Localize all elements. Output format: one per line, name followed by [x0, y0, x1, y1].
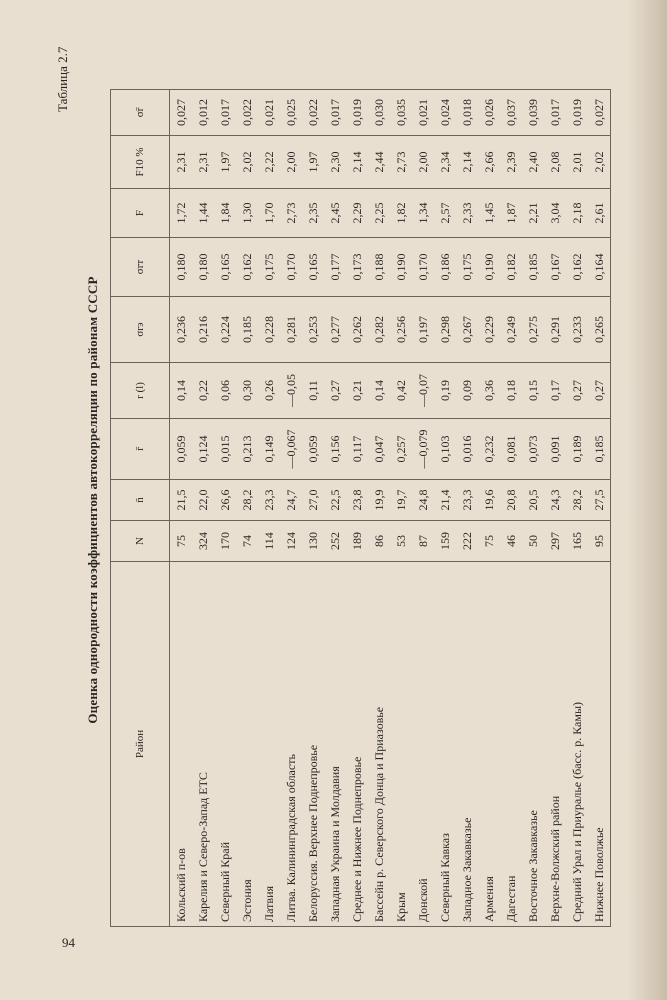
value-cell: 75	[170, 521, 193, 562]
value-cell: 0,081	[500, 419, 522, 480]
value-cell: 1,84	[214, 189, 236, 238]
region-cell: Среднее и Нижнее Поднепровье	[346, 562, 368, 927]
value-cell: 189	[346, 521, 368, 562]
table-row	[280, 90, 302, 927]
value-cell: 0,124	[192, 419, 214, 480]
value-cell: 0,103	[434, 419, 456, 480]
value-cell: 0,017	[324, 90, 346, 136]
value-cell: 0,037	[500, 90, 522, 136]
value-cell: 0,027	[170, 90, 193, 136]
value-cell: 0,11	[302, 363, 324, 419]
table-body	[170, 90, 611, 927]
value-cell: 87	[412, 521, 434, 562]
table-row	[434, 90, 456, 927]
value-cell: 2,00	[280, 136, 302, 189]
region-cell: Крым	[390, 562, 412, 927]
value-cell: 95	[588, 521, 611, 562]
value-cell: 222	[456, 521, 478, 562]
value-cell: 0,265	[588, 297, 611, 363]
region-cell: Верхне-Волжский район	[544, 562, 566, 927]
value-cell: 0,027	[588, 90, 611, 136]
value-cell: 165	[566, 521, 588, 562]
value-cell: 74	[236, 521, 258, 562]
value-cell: 297	[544, 521, 566, 562]
value-cell: 0,17	[544, 363, 566, 419]
value-cell: 22,5	[324, 480, 346, 521]
value-cell: 0,27	[588, 363, 611, 419]
column-header: F10 %	[111, 136, 170, 189]
value-cell: 0,019	[566, 90, 588, 136]
value-cell: 2,25	[368, 189, 390, 238]
value-cell: 0,257	[390, 419, 412, 480]
column-header: F	[111, 189, 170, 238]
value-cell: 1,70	[258, 189, 280, 238]
region-cell: Кольский п-ов	[170, 562, 193, 927]
value-cell: 0,167	[544, 238, 566, 297]
table-row	[456, 90, 478, 927]
value-cell: 0,170	[412, 238, 434, 297]
column-header: σrэ	[111, 297, 170, 363]
value-cell: 0,022	[236, 90, 258, 136]
table-row	[368, 90, 390, 927]
value-cell: 1,87	[500, 189, 522, 238]
value-cell: 0,091	[544, 419, 566, 480]
value-cell: 0,09	[456, 363, 478, 419]
value-cell: 1,34	[412, 189, 434, 238]
value-cell: 0,197	[412, 297, 434, 363]
table-header-row	[111, 90, 170, 927]
value-cell: 0,256	[390, 297, 412, 363]
value-cell: 0,016	[456, 419, 478, 480]
value-cell: 0,228	[258, 297, 280, 363]
value-cell: 3,04	[544, 189, 566, 238]
column-header: N	[111, 521, 170, 562]
value-cell: 0,267	[456, 297, 478, 363]
value-cell: 20,8	[500, 480, 522, 521]
value-cell: 2,29	[346, 189, 368, 238]
value-cell: 0,36	[478, 363, 500, 419]
value-cell: 2,02	[588, 136, 611, 189]
value-cell: 0,015	[214, 419, 236, 480]
region-cell: Литва. Калининградская область	[280, 562, 302, 927]
value-cell: 2,57	[434, 189, 456, 238]
value-cell: 0,021	[258, 90, 280, 136]
value-cell: 0,275	[522, 297, 544, 363]
page-number: 94	[62, 935, 75, 950]
table-row	[588, 90, 611, 927]
table-row	[192, 90, 214, 927]
region-cell: Северный Край	[214, 562, 236, 927]
value-cell: 0,190	[390, 238, 412, 297]
region-cell: Белоруссия. Верхнее Поднепровье	[302, 562, 324, 927]
value-cell: 23,8	[346, 480, 368, 521]
column-header: σr̄	[111, 90, 170, 136]
value-cell: 75	[478, 521, 500, 562]
value-cell: 0,224	[214, 297, 236, 363]
table-row	[346, 90, 368, 927]
value-cell: 0,047	[368, 419, 390, 480]
value-cell: 0,15	[522, 363, 544, 419]
value-cell: 0,024	[434, 90, 456, 136]
value-cell: 1,72	[170, 189, 193, 238]
value-cell: 0,233	[566, 297, 588, 363]
table-row	[236, 90, 258, 927]
value-cell: 0,291	[544, 297, 566, 363]
value-cell: 2,08	[544, 136, 566, 189]
table-title: Оценка однородности коэффициентов автокорреляции по районам СССР	[85, 276, 100, 724]
value-cell: 2,18	[566, 189, 588, 238]
value-cell: 0,030	[368, 90, 390, 136]
column-header: σrт	[111, 238, 170, 297]
value-cell: —0,05	[280, 363, 302, 419]
value-cell: 21,4	[434, 480, 456, 521]
value-cell: 0,019	[346, 90, 368, 136]
region-cell: Средний Урал и Приуралье (басс. р. Камы)	[566, 562, 588, 927]
value-cell: 0,262	[346, 297, 368, 363]
value-cell: —0,07	[412, 363, 434, 419]
value-cell: 252	[324, 521, 346, 562]
region-cell: Донской	[412, 562, 434, 927]
region-cell: Северный Кавказ	[434, 562, 456, 927]
table-row	[566, 90, 588, 927]
value-cell: 0,026	[478, 90, 500, 136]
region-cell: Армения	[478, 562, 500, 927]
value-cell: 0,170	[280, 238, 302, 297]
value-cell: 2,02	[236, 136, 258, 189]
column-header: r (l)	[111, 363, 170, 419]
value-cell: 2,31	[170, 136, 193, 189]
value-cell: 2,31	[192, 136, 214, 189]
value-cell: 0,213	[236, 419, 258, 480]
value-cell: 0,164	[588, 238, 611, 297]
value-cell: 24,3	[544, 480, 566, 521]
value-cell: 0,185	[588, 419, 611, 480]
value-cell: 27,0	[302, 480, 324, 521]
value-cell: 2,30	[324, 136, 346, 189]
region-cell: Западное Закавказье	[456, 562, 478, 927]
value-cell: 0,035	[390, 90, 412, 136]
value-cell: 0,156	[324, 419, 346, 480]
value-cell: 0,012	[192, 90, 214, 136]
value-cell: 130	[302, 521, 324, 562]
table-row	[390, 90, 412, 927]
value-cell: 0,173	[346, 238, 368, 297]
table-row	[478, 90, 500, 927]
value-cell: 0,017	[214, 90, 236, 136]
column-header: r̄	[111, 419, 170, 480]
value-cell: 0,165	[214, 238, 236, 297]
value-cell: 2,40	[522, 136, 544, 189]
value-cell: 2,45	[324, 189, 346, 238]
value-cell: 2,14	[456, 136, 478, 189]
value-cell: 324	[192, 521, 214, 562]
value-cell: 0,185	[236, 297, 258, 363]
value-cell: 27,5	[588, 480, 611, 521]
value-cell: 0,236	[170, 297, 193, 363]
value-cell: —0,067	[280, 419, 302, 480]
value-cell: 23,3	[456, 480, 478, 521]
column-header: Район	[111, 562, 170, 927]
value-cell: 170	[214, 521, 236, 562]
region-cell: Нижнее Поволжье	[588, 562, 611, 927]
table-row	[170, 90, 193, 927]
value-cell: 2,61	[588, 189, 611, 238]
value-cell: 2,35	[302, 189, 324, 238]
value-cell: 0,282	[368, 297, 390, 363]
value-cell: 114	[258, 521, 280, 562]
value-cell: 0,149	[258, 419, 280, 480]
value-cell: 0,165	[302, 238, 324, 297]
column-header: n̄	[111, 480, 170, 521]
value-cell: 0,059	[170, 419, 193, 480]
value-cell: 0,26	[258, 363, 280, 419]
value-cell: 2,21	[522, 189, 544, 238]
value-cell: 1,45	[478, 189, 500, 238]
value-cell: 0,185	[522, 238, 544, 297]
value-cell: 0,42	[390, 363, 412, 419]
table-row	[500, 90, 522, 927]
table-label: Таблица 2.7	[55, 46, 70, 112]
table-row	[302, 90, 324, 927]
value-cell: 0,162	[236, 238, 258, 297]
value-cell: 0,21	[346, 363, 368, 419]
value-cell: 2,00	[412, 136, 434, 189]
value-cell: 2,44	[368, 136, 390, 189]
value-cell: 28,2	[236, 480, 258, 521]
value-cell: 0,277	[324, 297, 346, 363]
value-cell: 2,34	[434, 136, 456, 189]
value-cell: 0,022	[302, 90, 324, 136]
value-cell: 2,66	[478, 136, 500, 189]
value-cell: 19,7	[390, 480, 412, 521]
value-cell: 0,186	[434, 238, 456, 297]
value-cell: 1,82	[390, 189, 412, 238]
value-cell: 0,025	[280, 90, 302, 136]
value-cell: 124	[280, 521, 302, 562]
value-cell: 0,18	[500, 363, 522, 419]
value-cell: 0,162	[566, 238, 588, 297]
value-cell: 0,039	[522, 90, 544, 136]
table-row	[544, 90, 566, 927]
value-cell: 0,073	[522, 419, 544, 480]
value-cell: 28,2	[566, 480, 588, 521]
value-cell: 2,01	[566, 136, 588, 189]
value-cell: 2,73	[280, 189, 302, 238]
table-row	[412, 90, 434, 927]
value-cell: 2,14	[346, 136, 368, 189]
value-cell: 20,5	[522, 480, 544, 521]
value-cell: 26,6	[214, 480, 236, 521]
value-cell: 0,180	[192, 238, 214, 297]
value-cell: 0,017	[544, 90, 566, 136]
value-cell: 0,06	[214, 363, 236, 419]
value-cell: 1,97	[214, 136, 236, 189]
value-cell: —0,079	[412, 419, 434, 480]
value-cell: 0,14	[368, 363, 390, 419]
value-cell: 0,216	[192, 297, 214, 363]
region-cell: Бассейн р. Северского Донца и Приазовье	[368, 562, 390, 927]
table-row	[324, 90, 346, 927]
value-cell: 0,182	[500, 238, 522, 297]
table-row	[522, 90, 544, 927]
value-cell: 0,021	[412, 90, 434, 136]
value-cell: 0,177	[324, 238, 346, 297]
table-row	[258, 90, 280, 927]
value-cell: 0,19	[434, 363, 456, 419]
value-cell: 19,6	[478, 480, 500, 521]
value-cell: 1,30	[236, 189, 258, 238]
value-cell: 23,3	[258, 480, 280, 521]
value-cell: 21,5	[170, 480, 193, 521]
value-cell: 0,180	[170, 238, 193, 297]
value-cell: 0,27	[566, 363, 588, 419]
region-cell: Латвия	[258, 562, 280, 927]
region-cell: Восточное Закавказье	[522, 562, 544, 927]
table-row	[214, 90, 236, 927]
value-cell: 0,298	[434, 297, 456, 363]
value-cell: 0,27	[324, 363, 346, 419]
value-cell: 2,73	[390, 136, 412, 189]
value-cell: 2,33	[456, 189, 478, 238]
autocorrelation-table	[110, 89, 611, 927]
value-cell: 86	[368, 521, 390, 562]
value-cell: 0,117	[346, 419, 368, 480]
region-cell: Эстония	[236, 562, 258, 927]
value-cell: 2,39	[500, 136, 522, 189]
value-cell: 50	[522, 521, 544, 562]
value-cell: 0,30	[236, 363, 258, 419]
value-cell: 0,14	[170, 363, 193, 419]
value-cell: 0,188	[368, 238, 390, 297]
value-cell: 22,0	[192, 480, 214, 521]
value-cell: 159	[434, 521, 456, 562]
value-cell: 0,229	[478, 297, 500, 363]
value-cell: 53	[390, 521, 412, 562]
value-cell: 24,7	[280, 480, 302, 521]
value-cell: 0,059	[302, 419, 324, 480]
value-cell: 1,44	[192, 189, 214, 238]
value-cell: 0,190	[478, 238, 500, 297]
value-cell: 0,189	[566, 419, 588, 480]
value-cell: 24,8	[412, 480, 434, 521]
value-cell: 46	[500, 521, 522, 562]
value-cell: 0,018	[456, 90, 478, 136]
value-cell: 2,22	[258, 136, 280, 189]
region-cell: Западная Украина и Молдавия	[324, 562, 346, 927]
value-cell: 0,249	[500, 297, 522, 363]
value-cell: 1,97	[302, 136, 324, 189]
value-cell: 0,232	[478, 419, 500, 480]
value-cell: 0,22	[192, 363, 214, 419]
value-cell: 0,253	[302, 297, 324, 363]
region-cell: Карелия и Северо-Запад ЕТС	[192, 562, 214, 927]
value-cell: 19,9	[368, 480, 390, 521]
value-cell: 0,175	[456, 238, 478, 297]
value-cell: 0,175	[258, 238, 280, 297]
value-cell: 0,281	[280, 297, 302, 363]
region-cell: Дагестан	[500, 562, 522, 927]
